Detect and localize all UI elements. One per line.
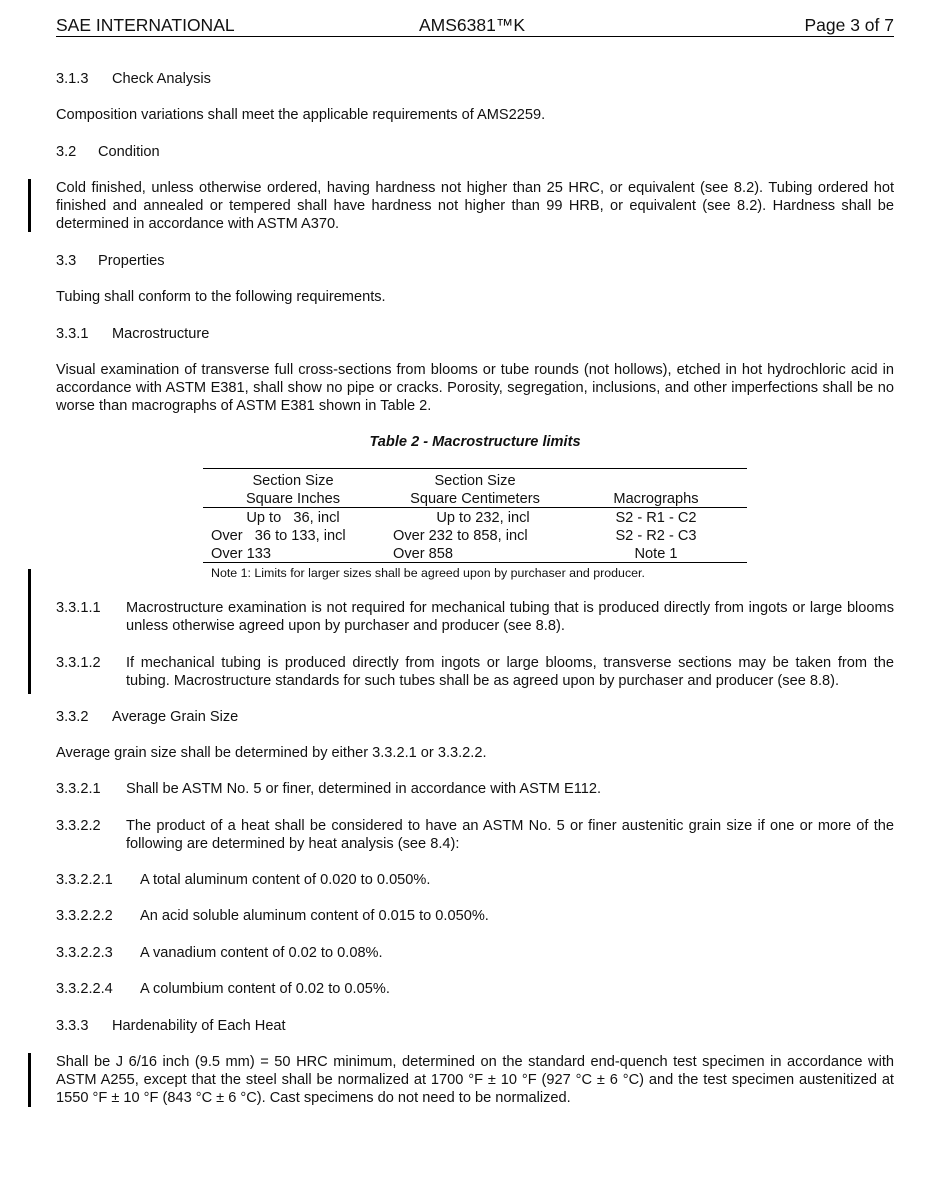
table-rule-top [203,468,747,469]
change-bar [28,179,31,232]
table-note: Note 1: Limits for larger sizes shall be agreed upon by purchaser and producer. [211,566,645,580]
section-number: 3.3 [56,253,77,269]
section-heading: Condition [98,144,160,160]
section-number: 3.3.1.2 [56,655,101,671]
table-header-cell: Macrographs [613,491,699,507]
paragraph: If mechanical tubing is produced directly from ingots or large blooms, transverse sections may be taken from the tubing. Macrostructure standards for such tubes shall be as agreed upon by purchaser and producer (see 8.8). [126,655,894,689]
section-heading: Average Grain Size [112,709,239,725]
table-rule-mid [203,507,747,508]
table-title: Table 2 - Macrostructure limits [369,434,581,450]
table-cell: Up to 36, incl [246,510,340,526]
table-cell: Over 232 to 858, incl [393,528,528,544]
paragraph: Tubing shall conform to the following requirements. [56,289,386,305]
table-cell: Over 36 to 133, incl [211,528,346,544]
change-bar [28,1053,31,1107]
table-header-cell: Square Centimeters [410,491,540,507]
table-cell: Note 1 [634,546,678,562]
paragraph: The product of a heat shall be considered to have an ASTM No. 5 or finer austenitic grain size if one or more of the following are determined by heat analysis (see 8.4): [126,818,894,852]
paragraph: A vanadium content of 0.02 to 0.08%. [140,945,383,961]
section-number: 3.3.2.1 [56,781,101,797]
section-number: 3.3.2 [56,709,89,725]
section-number: 3.3.2.2.4 [56,981,113,997]
paragraph: Shall be ASTM No. 5 or finer, determined in accordance with ASTM E112. [126,781,602,797]
section-heading: Properties [98,253,165,269]
section-heading: Macrostructure [112,326,210,342]
section-number: 3.3.2.2 [56,818,101,834]
paragraph: A columbium content of 0.02 to 0.05%. [140,981,390,997]
section-number: 3.1.3 [56,71,89,87]
section-number: 3.3.1 [56,326,89,342]
paragraph: Average grain size shall be determined by either 3.3.2.1 or 3.3.2.2. [56,745,487,761]
section-number: 3.3.2.2.3 [56,945,113,961]
header-page-number: Page 3 of 7 [804,15,894,35]
section-number: 3.3.2.2.2 [56,908,113,924]
section-heading: Hardenability of Each Heat [112,1018,286,1034]
page-header [56,15,894,37]
header-doc-number: AMS6381™K [419,15,526,35]
paragraph: An acid soluble aluminum content of 0.015 to 0.050%. [140,908,489,924]
change-bar [28,569,31,694]
header-org: SAE INTERNATIONAL [56,15,235,35]
table-rule-bottom [203,562,747,563]
paragraph: Composition variations shall meet the applicable requirements of AMS2259. [56,107,546,123]
table-header-cell: Section Size [252,473,334,489]
section-number: 3.3.2.2.1 [56,872,113,888]
paragraph: Shall be J 6/16 inch (9.5 mm) = 50 HRC minimum, determined on the standard end-quench test specimen in accordance with ASTM A255, except that the steel shall be normalized at 1700 °F ± 10 °F (927 °C ± 6 °C) and the test specimen austenitized at 1550 °F ± 10 °F (843 °C ± 6 °C). Cast specimens do not need to be normalized. [56,1054,894,1106]
section-number: 3.3.3 [56,1018,89,1034]
section-number: 3.3.1.1 [56,600,101,616]
table-cell: S2 - R2 - C3 [615,528,697,544]
paragraph: Cold finished, unless otherwise ordered, having hardness not higher than 25 HRC, or equivalent (see 8.2). Tubing ordered hot finished and annealed or tempered shall have hardness not higher than 99 HRB, or equivalent (see 8.2). Hardness shall be determined in accordance with ASTM A370. [56,180,894,232]
paragraph: Macrostructure examination is not required for mechanical tubing that is produced directly from ingots or large blooms unless otherwise agreed upon by purchaser and producer (see 8.8). [126,600,894,634]
paragraph: Visual examination of transverse full cross-sections from blooms or tube rounds (not hollows), etched in hot hydrochloric acid in accordance with ASTM E381, shall show no pipe or cracks. Porosity, segregation, inclusions, and other imperfections shall be no worse than macrographs of ASTM E381 shown in Table 2. [56,362,894,414]
table-header-cell: Section Size [434,473,516,489]
section-number: 3.2 [56,144,77,160]
paragraph: A total aluminum content of 0.020 to 0.050%. [140,872,431,888]
table-header-cell: Square Inches [245,491,341,507]
table-cell: Over 858 [393,546,454,562]
table-cell: Up to 232, incl [436,510,530,526]
table-cell: Over 133 [211,546,272,562]
table-cell: S2 - R1 - C2 [615,510,697,526]
section-heading: Check Analysis [112,71,211,87]
